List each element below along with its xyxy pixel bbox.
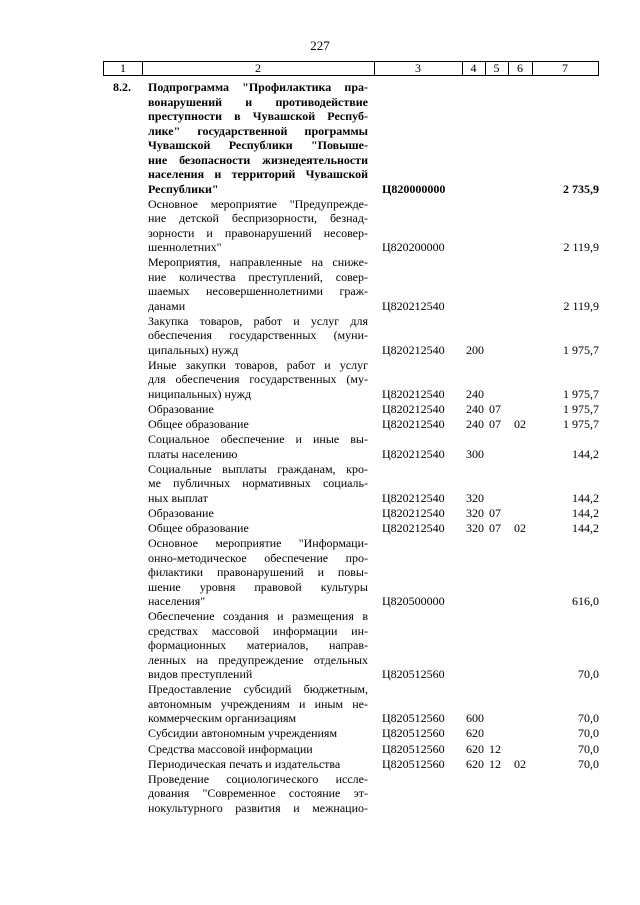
amount: 70,0 — [578, 741, 599, 756]
row-name-line: Обеспечение создания и размещения в — [148, 609, 368, 624]
expense-type: 320 — [466, 521, 484, 535]
table-row — [0, 609, 640, 682]
target-code: Ц820212540 — [382, 417, 445, 432]
row-name-line: обеспечения государственных (муни- — [148, 328, 368, 343]
table-header — [103, 61, 599, 76]
section: 12 — [489, 756, 501, 771]
expense-type: 240 — [466, 417, 484, 432]
row-name-line: Образование — [148, 402, 214, 416]
header-cell-2: 2 — [255, 61, 261, 75]
amount: 144,2 — [572, 521, 599, 535]
row-name-line: Общее образование — [148, 521, 249, 535]
table-row — [0, 726, 640, 741]
row-name-line: преступности в Чувашской Респуб- — [148, 109, 368, 123]
row-name-line: ме публичных нормативных социаль- — [148, 476, 368, 491]
row-name-line: Периодическая печать и издательства — [148, 756, 341, 771]
table-row — [0, 402, 640, 417]
row-name-line: населения и территорий Чувашской — [148, 167, 368, 181]
row-name-line: Основное мероприятие "Информаци- — [148, 536, 368, 551]
row-name-line: Проведение социологического иссле- — [148, 771, 368, 786]
header-cell-4: 4 — [470, 61, 477, 75]
row-name-line: Подпрограмма "Профилактика пра- — [148, 80, 368, 94]
row-name-line: ние безопасности жизнедеятельности — [148, 152, 368, 167]
expense-type: 320 — [466, 490, 484, 505]
target-code: Ц820212540 — [382, 298, 445, 313]
amount: 2 735,9 — [563, 181, 599, 196]
row-name — [148, 682, 368, 726]
header-cell-7: 7 — [562, 61, 568, 75]
expense-type: 620 — [466, 756, 484, 771]
target-code: Ц820212540 — [382, 490, 445, 505]
row-name — [148, 314, 368, 358]
expense-type: 620 — [466, 741, 484, 756]
table-row — [0, 506, 640, 521]
expense-type: 200 — [466, 342, 484, 357]
target-code: Ц820212540 — [382, 402, 445, 416]
row-name-line: Мероприятия, направленные на сниже- — [148, 255, 368, 270]
target-code: Ц820212540 — [382, 446, 445, 461]
subsection: 02 — [514, 417, 526, 432]
target-code: Ц820000000 — [382, 181, 446, 196]
table-row — [0, 462, 640, 506]
expense-type: 240 — [466, 402, 484, 416]
header-cell-3: 3 — [415, 61, 421, 75]
row-name-line: платы населению — [148, 446, 238, 461]
target-code: Ц820512560 — [382, 741, 445, 756]
row-name — [148, 197, 368, 255]
row-name — [148, 726, 368, 741]
table-row — [0, 757, 640, 772]
table-row — [0, 682, 640, 726]
target-code: Ц820512560 — [382, 667, 445, 682]
row-name-line: лике" государственной программы — [148, 123, 368, 138]
row-name-line: средствах массовой информации ин- — [148, 623, 368, 638]
row-name-line: ленных на предупреждение отдельных — [148, 652, 368, 667]
target-code: Ц820212540 — [382, 386, 445, 401]
target-code: Ц820212540 — [382, 342, 445, 357]
row-name-line: дования "Современное состояние эт- — [148, 786, 368, 801]
amount: 70,0 — [578, 667, 599, 682]
table-row — [0, 314, 640, 358]
row-name-line: нокультурного развития и межнацио- — [148, 800, 368, 815]
amount: 144,2 — [572, 446, 599, 461]
row-name-line: онно-методическое обеспечение про- — [148, 550, 368, 565]
row-name — [148, 506, 368, 521]
table-row — [0, 521, 640, 536]
row-name — [148, 609, 368, 682]
target-code: Ц820512560 — [382, 756, 445, 771]
table-row — [0, 358, 640, 402]
amount: 70,0 — [578, 756, 599, 771]
row-name-line: формационных материалов, направ- — [148, 638, 368, 653]
row-name-line: видов преступлений — [148, 667, 253, 682]
row-name-line: Общее образование — [148, 417, 249, 432]
expense-type: 240 — [466, 386, 484, 401]
row-number: 8.2. — [113, 80, 131, 94]
row-name — [148, 432, 368, 461]
table-row — [0, 417, 640, 432]
row-name-line: Образование — [148, 505, 214, 520]
row-name-line: шение уровня правовой культуры — [148, 579, 368, 594]
target-code: Ц820200000 — [382, 240, 445, 255]
row-name-line: шаемых несовершеннолетними граж- — [148, 284, 368, 299]
row-name-line: шеннолетних" — [148, 240, 222, 255]
row-name — [148, 742, 368, 757]
row-name — [148, 255, 368, 313]
row-name — [148, 462, 368, 506]
section: 07 — [489, 417, 501, 432]
row-name-line: Закупка товаров, работ и услуг для — [148, 313, 368, 328]
row-name-line: Предоставление субсидий бюджетным, — [148, 682, 368, 697]
row-name-line: ние количества преступлений, совер- — [148, 269, 368, 284]
amount: 1 975,7 — [563, 342, 599, 357]
amount: 70,0 — [578, 726, 599, 741]
section: 12 — [489, 741, 501, 756]
section: 07 — [489, 521, 501, 535]
expense-type: 300 — [466, 446, 484, 461]
row-name-line: населения" — [148, 594, 206, 609]
row-name-line: ниципальных) нужд — [148, 386, 252, 401]
row-name — [148, 417, 368, 432]
table-row — [0, 536, 640, 609]
row-name-line: коммерческим организациям — [148, 711, 297, 726]
row-name-line: ние детской беспризорности, безнад- — [148, 211, 368, 226]
row-name-line: Субсидии автономным учреждениям — [148, 726, 338, 741]
amount: 1 975,7 — [563, 386, 599, 401]
amount: 616,0 — [572, 594, 599, 609]
row-name — [148, 80, 368, 196]
row-name — [148, 358, 368, 402]
row-name-line: филактики правонарушений и повы- — [148, 565, 368, 580]
row-name — [148, 536, 368, 609]
table-row — [0, 772, 640, 816]
row-name-line: Социальное обеспечение и иные вы- — [148, 432, 368, 447]
row-name-line: вонарушений и противодействие — [148, 94, 368, 109]
amount: 2 119,9 — [563, 298, 599, 313]
header-cell-5: 5 — [493, 61, 500, 75]
header-cell-1: 1 — [120, 61, 126, 75]
table-row — [0, 742, 640, 757]
row-name-line: для обеспечения государственных (му- — [148, 372, 368, 387]
row-name-line: ных выплат — [148, 490, 208, 505]
amount: 70,0 — [578, 711, 599, 726]
row-name — [148, 757, 368, 772]
subsection: 02 — [514, 521, 526, 535]
target-code: Ц820512560 — [382, 726, 445, 741]
expense-type: 620 — [466, 726, 484, 741]
subsection: 02 — [514, 756, 526, 771]
table-row — [0, 432, 640, 461]
amount: 144,2 — [572, 490, 599, 505]
row-name-line: Республики" — [148, 181, 219, 196]
amount: 144,2 — [572, 505, 599, 520]
table-row — [0, 255, 640, 313]
amount: 2 119,9 — [563, 240, 599, 255]
row-name-line: Социальные выплаты гражданам, кро- — [148, 461, 368, 476]
section: 07 — [489, 505, 501, 520]
expense-type: 600 — [466, 711, 484, 726]
target-code: Ц820512560 — [382, 711, 445, 726]
target-code: Ц820212540 — [382, 505, 445, 520]
target-code: Ц820212540 — [382, 521, 445, 535]
table-row — [0, 197, 640, 255]
row-name — [148, 402, 368, 417]
amount: 1 975,7 — [563, 402, 599, 416]
row-name-line: данами — [148, 298, 186, 313]
row-name-line: Чувашской Республики "Повыше- — [148, 138, 368, 152]
header-cell-6: 6 — [517, 61, 523, 75]
target-code: Ц820500000 — [382, 594, 445, 609]
row-name-line: ципальных) нужд — [148, 342, 239, 357]
row-name-line: автономным учреждениям и иным не- — [148, 696, 368, 711]
table-row — [0, 80, 640, 196]
row-name — [148, 772, 368, 816]
row-name-line: зорности и правонарушений несовер- — [148, 225, 368, 240]
row-name — [148, 521, 368, 536]
page-number: 227 — [310, 38, 330, 53]
row-name-line: Средства массовой информации — [148, 741, 313, 756]
expense-type: 320 — [466, 505, 484, 520]
row-name-line: Основное мероприятие "Предупрежде- — [148, 196, 368, 211]
section: 07 — [489, 402, 501, 416]
row-name-line: Иные закупки товаров, работ и услуг — [148, 357, 368, 372]
amount: 1 975,7 — [563, 417, 599, 432]
